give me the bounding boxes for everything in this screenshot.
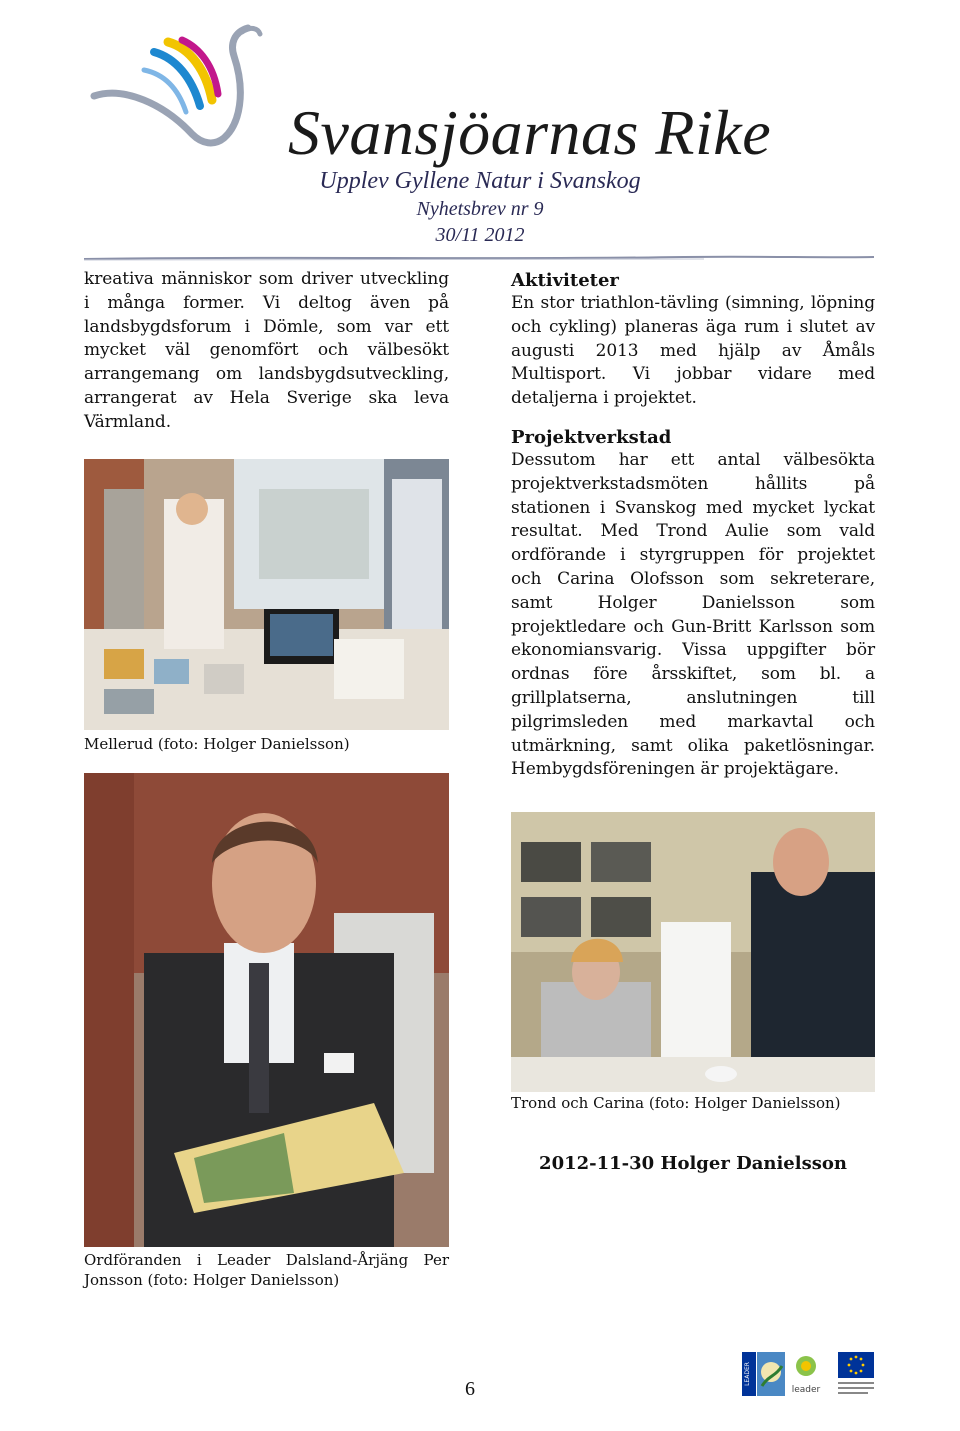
leader-logo-text: LEADER [744, 1362, 751, 1386]
section-text-projektverkstad: Dessutom har ett antal välbesökta projektverkstadsmöten hållits på stationen i Svanskog med mycket lyckat resultat. Med Trond Aulie som vald ordförande i styrgruppen för projektet och Carina Olofsson som sekreterare, samt Holger Danielsson som projektledare och Gun-Britt Karlsson som ekonomiansvarig. Vissa uppgifter bör ordnas före årsskiftet, som bl. a grillplatserna, anslutningen till pilgrimsleden med markavtal och utmärkning, samt olika paketlösningar. Hembygdsföreningen är projektägare. [511, 449, 875, 780]
section-text-aktiviteter: En stor triathlon-tävling (simning, löpning och cykling) planeras äga rum i slutet av augusti 2013 med hjälp av Åmåls Multisport. Vi jobbar vidare med detaljerna i projektet. [511, 293, 875, 409]
leader-logo-icon [742, 1350, 876, 1400]
photo-caption-chairman: Ordföranden i Leader Dalsland-Årjäng Per Jonsson (foto: Holger Danielsson) [84, 1251, 449, 1289]
right-column [511, 270, 875, 782]
signature-line: 2012-11-30 Holger Danielsson [539, 1153, 847, 1174]
section-heading-projektverkstad: Projektverkstad [511, 426, 672, 448]
issue-number: Nyhetsbrev nr 9 [416, 198, 544, 220]
newsletter-title: Svansjöarnas Rike [288, 97, 772, 168]
swan-logo [84, 22, 264, 152]
leader-vl-text: leader [791, 1385, 821, 1395]
header-divider [84, 254, 874, 262]
body-paragraph-left: kreativa människor som driver utveckling i många former. Vi deltog även på landsbygdsforum i Dömle, som var ett mycket väl genomfört och välbesökt arrangemang om landsbygdsutveckling, arrangerat av Hela Sverige ska leva Värmland. [84, 269, 449, 432]
funding-logos [742, 1350, 876, 1400]
page-number: 6 [465, 1378, 475, 1400]
photo-caption-mellerud: Mellerud (foto: Holger Danielsson) [84, 735, 350, 753]
chairman-photo [84, 773, 449, 1247]
newsletter-subtitle: Upplev Gyllene Natur i Svanskog [319, 168, 641, 194]
section-heading-aktiviteter: Aktiviteter [511, 270, 619, 291]
issue-date: 30/11 2012 [435, 224, 525, 246]
photo-caption-workshop: Trond och Carina (foto: Holger Danielsson) [511, 1094, 841, 1112]
exhibition-photo [84, 459, 449, 730]
workshop-photo [511, 812, 875, 1092]
